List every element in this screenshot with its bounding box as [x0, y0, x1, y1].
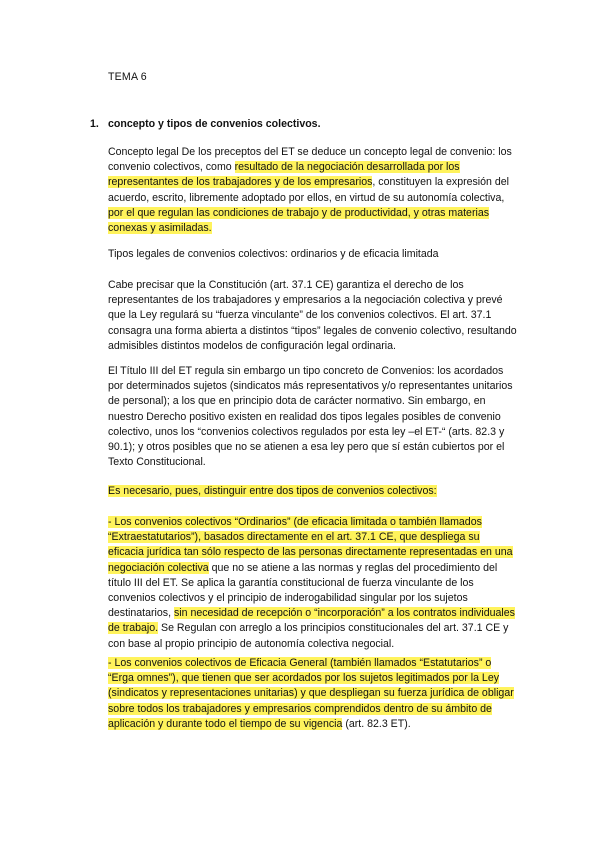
highlighted-text: sin necesidad de recepción o “incorporación” a los contratos individuales de trabajo. [108, 607, 515, 635]
highlighted-text: por el que regulan las condiciones de trabajo y de productividad, y otras materias conexas y asimiladas. [108, 206, 490, 235]
highlighted-text: - Los convenios colectivos “Ordinarios” (de eficacia limitada o también llamados “Extraestatutarios”), basados directamente en el art. 37.1 CE, que despliega su eficacia jurídica tan sólo respecto de las personas directamente representadas en una negociación colectiva [108, 516, 513, 574]
text-run: que no se atiene a las normas y reglas del procedimiento del título III del ET. Se aplica la garantía constitucional de fuerza vinculante de los convenios colectivos y el principio de inderogabilidad singular por los sujetos destinatarios, [108, 561, 498, 620]
paragraph-titulo-iii: El Título III del ET regula sin embargo un tipo concreto de Convenios: los acordados por determinados sujetos (sindicatos más representativos y/o representantes unitarios de personal); a los que en principio dota de carácter normativo. Sin embargo, en nuestro Derecho positivo existen en realidad dos tipos legales posibles de convenio colectivo, unos los “convenios colectivos regulados por esta ley –el ET-“ (arts. 82.3 y 90.1); y otros posibles que no se atienen a esa ley pero que sí están cubiertos por el Texto Constitucional. [108, 365, 513, 469]
text-run: , constituyen la expresión del acuerdo, escrito, libremente adoptado por ellos, en virtud de su autonomía colectiva, [108, 176, 510, 204]
highlighted-text: resultado de la negociación desarrollada por los representantes de los trabajadores y de los empresarios [108, 161, 460, 189]
topic-label: TEMA 6 [108, 71, 147, 83]
paragraph-convenios-ordinarios [108, 515, 518, 652]
paragraph-distinguir [108, 484, 518, 499]
section-number: 1. [90, 118, 99, 130]
highlighted-text: - Los convenios colectivos de Eficacia General (también llamados “Estatutarios” o “Erga omnes”), que tienen que ser acordados por los sujetos legitimados por la Ley (sindicatos y representaciones unitarias) y que despliegan su fuerza jurídica de obligar sobre todos los trabajadores y empresarios comprendidos dentro de su ámbito de aplicación y durante todo el tiempo de su vigencia [108, 657, 514, 730]
paragraph-constitucion: Cabe precisar que la Constitución (art. 37.1 CE) garantiza el derecho de los representantes de los trabajadores y empresarios a la negociación colectiva y prevé que la Ley regulará su “fuerza vinculante” de los convenios colectivos. El art. 37.1 consagra una forma abierta a distintos “tipos” legales de convenio colectivo, resultando admisibles distintos modelos de configuración legal ordinaria. [108, 279, 517, 352]
paragraph-concepto-legal [108, 145, 518, 236]
paragraph-tipos-legales: Tipos legales de convenios colectivos: ordinarios y de eficacia limitada [108, 248, 439, 260]
text-run: Concepto legal De los preceptos del ET se deduce un concepto legal de convenio: los convenio colectivos, como [108, 146, 512, 174]
section-title: concepto y tipos de convenios colectivos. [108, 118, 321, 130]
text-run: Se Regulan con arreglo a los principios constitucionales del art. 37.1 CE y con base al propio principio de autonomía colectiva negocial. [108, 622, 509, 650]
text-run: (art. 82.3 ET). [342, 717, 411, 730]
paragraph-eficacia-general [108, 656, 518, 732]
highlighted-text: Es necesario, pues, distinguir entre dos tipos de convenios colectivos: [108, 485, 437, 497]
